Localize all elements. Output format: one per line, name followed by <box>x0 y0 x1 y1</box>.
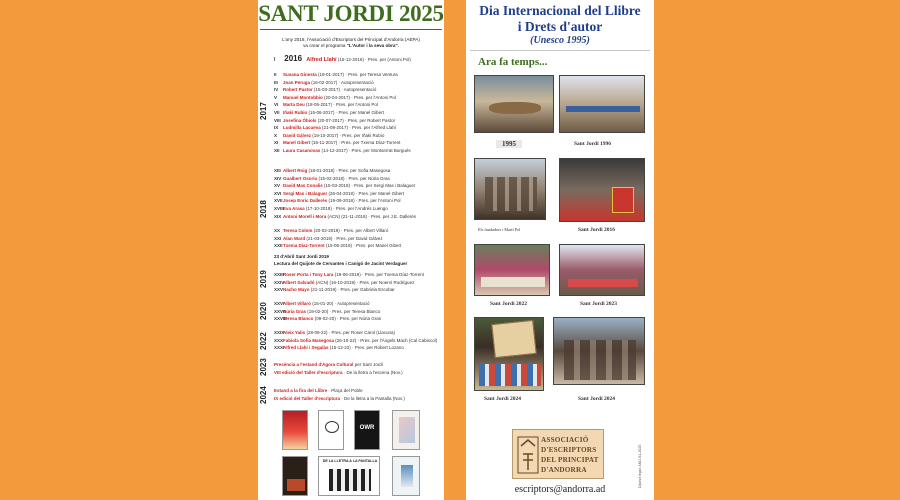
entry-author: Susana Ginesta <box>283 72 317 77</box>
entry-detail: · De la lletra a l'escena (Nov.) <box>343 369 403 375</box>
entry-detail: (15-05-2019) · Pres. per Manel Gibert <box>325 243 402 249</box>
program-entry <box>274 272 424 278</box>
caption-sant-jordi-1996: Sant Jordi 1996 <box>574 141 611 147</box>
entry-detail: (19-09-2018) · Pres. per l'Antoni Pol <box>328 198 401 204</box>
caption-sant-jordi-2016: Sant Jordi 2016 <box>578 227 615 233</box>
entry-detail: · De la lletra a la Pantalla (Nov.) <box>341 395 405 401</box>
program-entry <box>274 338 437 344</box>
entry-author: Alan Ward <box>283 235 306 241</box>
entry-detail: (19-10-2017) · Pres. per Iñaki Rubio <box>312 132 385 138</box>
entry-detail: (26-04-2018) · Pres. per Manel Gibert <box>328 190 404 196</box>
entry-detail: (28-09-22) · Pres. per Roser Carol (Llacuna) <box>306 330 395 335</box>
entry-number: II <box>274 72 277 77</box>
program-entry <box>274 243 401 249</box>
book-cover <box>318 456 380 496</box>
entry-detail: (15-06-2017) · Pres. per Manel Gibert <box>308 110 384 115</box>
program-entry <box>274 330 395 336</box>
year-label-2017: 2017 <box>259 102 268 120</box>
entry-author: Alfred Llahí <box>306 57 337 63</box>
entry-author: Iñaki Rubio <box>283 110 308 115</box>
entry-number: XIX <box>274 213 282 219</box>
entry-number: XVII <box>274 198 283 204</box>
entry-number: XVI <box>274 190 282 196</box>
entry-number: XXIX <box>274 330 285 335</box>
entry-author: Gualbert Osorio <box>283 175 318 181</box>
photo-sant-jordi-2022 <box>474 244 550 296</box>
entry-detail: (21-09-2017) · Pres. per l'Alfred Llahí <box>322 125 397 131</box>
book-cover <box>392 456 420 496</box>
year-label-2020: 2020 <box>259 302 268 320</box>
year-label-2018: 2018 <box>259 200 268 218</box>
program-entry <box>274 118 395 124</box>
program-entry <box>274 301 370 307</box>
legal-deposit: Dipòsit legal: AND-51-2025 <box>638 444 642 488</box>
entry-number: XXIV <box>274 279 285 285</box>
entry-detail: (21-11-2019) · Pres. per Gabriela Escobar <box>310 287 395 293</box>
entry-author: Núria Gras <box>283 308 307 314</box>
entry-number: XXXI <box>274 345 285 351</box>
entry-2016 <box>274 56 411 63</box>
entry-detail: (17-10-2018) · Pres. per l'Andrés Luengo <box>305 206 388 211</box>
entry-author: Aleix Yalis <box>283 330 306 335</box>
entry-detail: (19-02-20) · Pres. per Teresa Blanco <box>307 308 381 314</box>
entry-detail: (19-06-2019) · Pres. per Txema Díaz-Torrent <box>334 272 424 277</box>
photo-1995 <box>474 75 554 133</box>
entry-number: XXIII <box>274 272 284 277</box>
caption-founders: Els fundadors i Martí Pol <box>478 227 521 232</box>
program-entry <box>274 125 396 131</box>
entry-number: XXVI <box>274 301 285 306</box>
program-entry <box>274 345 404 351</box>
entry-number: XV <box>274 183 281 189</box>
entry-number: XXX <box>274 337 284 343</box>
title-divider <box>470 50 650 51</box>
entry-detail: (14-12-2017) · Pres. per Montserrat Burgués <box>321 148 411 153</box>
entry-author: David Mas Conalis <box>283 183 323 189</box>
caption-sant-jordi-2023: Sant Jordi 2023 <box>580 301 617 307</box>
entry-author: Josep Enric Dallerès <box>283 198 328 204</box>
entry-year: 2016 <box>284 54 303 63</box>
entry-detail: (15-03-2018) · Pres. per Sergi Mas i Balaguer <box>324 183 416 189</box>
entry-detail: (26-10-22) · Pres. per l'Àngels Mach (Cal Cabiscol) <box>335 337 438 343</box>
entry-detail: (20-04-2017) · Pres. per l'Antoni Pol <box>324 94 396 100</box>
book-covers <box>282 410 422 500</box>
photo-sant-jordi-2024-stand <box>474 317 544 391</box>
entry-detail: (20-02-2019) · Pres. per Albert Villaró <box>313 228 389 233</box>
entry-author: Alfred Llahí i Segalàs <box>283 345 329 351</box>
entry-number: VII <box>274 110 280 115</box>
entry-detail: (15-03-2017) · Autopresentació <box>314 87 377 93</box>
entry-number: XVIII <box>274 206 284 211</box>
entry-author: Manuel Montobbio <box>283 94 323 100</box>
program-entry <box>274 148 411 154</box>
program-entry <box>274 396 405 402</box>
logo-text <box>541 435 599 475</box>
program-entry <box>274 110 384 116</box>
photo-sant-jordi-2024-group <box>553 317 645 385</box>
year-label-2019: 2019 <box>259 270 268 288</box>
book-cover <box>392 410 420 450</box>
logo-line: ASSOCIACIÓ <box>541 436 589 444</box>
logo-mark-icon <box>517 436 539 474</box>
entry-detail: (18-05-2017) · Pres. per l'Antoni Pol <box>306 102 378 108</box>
entry-number: I <box>274 57 276 63</box>
entry-detail: (19-01-2017) · Pres. per Teresa Ventura <box>318 72 398 77</box>
program-entry <box>274 95 396 101</box>
photo-sant-jordi-2023 <box>559 244 645 296</box>
entry-number: VIII <box>274 117 281 123</box>
program-entry <box>274 183 415 189</box>
book-cover <box>282 410 308 450</box>
entry-number: VI <box>274 102 279 108</box>
note-2019-subtitle: Lectura del Quijote de Cervantes i Canigó de Jacint Verdaguer <box>274 261 408 266</box>
entry-author: VIII edició del Taller d'escriptura <box>274 369 343 375</box>
entry-author: Txema Díaz-Torrent <box>283 243 325 249</box>
entry-author: Albert Salvadó <box>283 279 315 285</box>
entry-detail: (15-12-2016) · Pres. per (Antoni Pol) <box>337 57 411 62</box>
program-entry <box>274 102 378 108</box>
entry-author: Robert Pastor <box>283 87 313 93</box>
page-title: SANT JORDI 2025 <box>258 1 444 26</box>
entry-detail: (ACN) (16-10-2019) · Pres. per Noemí Rodríguez <box>315 279 415 285</box>
entry-detail: per Sant Jordi <box>354 362 383 367</box>
entry-detail: (18-01-2018) · Pres. per Sofia Masegosa <box>308 168 391 173</box>
intro-program-name: "L'Autor i la seva obra". <box>346 43 399 49</box>
entry-number: XII <box>274 148 280 153</box>
entry-detail: (15-01-20) · Autopresentació <box>312 301 370 306</box>
entry-author: Teresa Blanco <box>283 316 314 322</box>
association-logo <box>512 429 604 479</box>
entry-author: Fabiola Sofia Masegosa <box>283 337 335 343</box>
program-entry <box>274 140 400 146</box>
entry-detail: (16-02-2017) · Autopresentació <box>311 79 374 85</box>
day-title <box>466 3 654 35</box>
entry-author: Manel Gibert <box>283 140 311 146</box>
entry-detail: (15-02-2018) · Pres. per Núria Gras <box>318 175 390 181</box>
entry-author: Teresa Colom <box>283 228 313 233</box>
entry-author: David Gálvez <box>283 132 312 138</box>
program-entry <box>274 191 404 197</box>
entry-detail: (20-07-2017) · Pres. per Robert Pastor <box>317 117 396 123</box>
history-heading: Ara fa temps... <box>478 56 548 68</box>
program-entry <box>274 388 363 394</box>
caption-sant-jordi-2024-b: Sant Jordi 2024 <box>578 396 615 402</box>
entry-number: XXVIII <box>274 316 287 322</box>
entry-author: Eva Arasa <box>283 206 305 211</box>
logo-line: DEL PRINCIPAT <box>541 456 599 464</box>
program-entry <box>274 80 374 86</box>
day-title-line-2: i Drets d'autor <box>517 19 603 34</box>
caption-sant-jordi-2022: Sant Jordi 2022 <box>490 301 527 307</box>
entry-author: Joan Peruga <box>283 79 311 85</box>
entry-number: XXVII <box>274 308 286 314</box>
entry-number: XXV <box>274 287 284 293</box>
entry-author: Josefina Óbiols <box>283 117 317 123</box>
photo-sant-jordi-2016 <box>559 158 645 222</box>
book-title: OWR <box>359 425 375 431</box>
program-entry <box>274 280 414 286</box>
logo-line: D'ESCRIPTORS <box>541 446 597 454</box>
entry-author: Laura Casanovas <box>283 148 321 153</box>
year-label-2024: 2024 <box>259 386 268 404</box>
program-entry <box>274 228 388 234</box>
entry-author: Sergi Mas i Balaguer <box>283 190 328 196</box>
year-label-2023: 2023 <box>259 358 268 376</box>
caption-1995: 1995 <box>496 140 522 148</box>
contact-email[interactable]: escriptors@andorra.ad <box>514 484 606 495</box>
program-entry <box>274 133 384 139</box>
program-entry <box>274 316 381 322</box>
entry-author: Roser Porta i Tony Lara <box>283 272 334 277</box>
entry-detail: · Plaça del Poble <box>328 388 363 393</box>
entry-author: Antoni Morell i Mora <box>283 213 327 219</box>
intro-line-1: L'any 2016, l'Associació d'Escriptors del Principat d'Andorra (AEPA) <box>282 37 420 42</box>
program-entry <box>274 236 383 242</box>
day-subtitle: (Unesco 1995) <box>530 35 590 46</box>
program-entry <box>274 176 390 182</box>
program-entry <box>274 206 388 212</box>
program-entry <box>274 87 376 93</box>
program-entry <box>274 168 390 174</box>
note-2019-title: 23 d'Abril Sant Jordi 2019 <box>274 254 329 259</box>
photo-founders <box>474 158 546 220</box>
entry-author: Nacho Mayo <box>283 287 310 293</box>
entry-number: XXI <box>274 235 282 241</box>
program-entry <box>274 287 395 293</box>
program-entry <box>274 72 398 78</box>
program-entry <box>274 362 383 368</box>
entry-detail: (21-03-2019) · Pres. per David Gálvez <box>306 235 383 241</box>
book-cover <box>318 410 344 450</box>
entry-author: Albert Villaró <box>283 301 311 306</box>
entry-number: XXII <box>274 243 283 249</box>
entry-detail: (ACN) (21-11-2018) · Pres. per J.E. Dallerès <box>327 213 416 219</box>
entry-number: V <box>274 94 278 100</box>
year-label-2022: 2022 <box>259 332 268 350</box>
entry-author: Albert Roig <box>283 168 308 173</box>
entry-number: IX <box>274 125 279 131</box>
photo-sant-jordi-1996 <box>559 75 645 133</box>
entry-number: III <box>274 79 278 85</box>
entry-number: IV <box>274 87 279 93</box>
history-panel <box>466 0 654 500</box>
book-cover <box>282 456 308 496</box>
entry-detail: (09-02-20) · Pres. per Núria Gras <box>314 316 381 322</box>
entry-author: Ludmilla Lacueva <box>283 125 321 131</box>
entry-author: Estand a la fira del Llibre <box>274 388 328 393</box>
entry-number: XI <box>274 140 279 146</box>
book-cover <box>354 410 380 450</box>
caption-sant-jordi-2024-a: Sant Jordi 2024 <box>484 396 521 402</box>
entry-author: Presència a l'estand d'Àgora Cultural <box>274 362 354 367</box>
entry-number: XIII <box>274 168 281 173</box>
entry-detail: (15-11-2017) · Pres. per Txema Díaz-Torrent <box>311 140 401 146</box>
program-entry <box>274 198 400 204</box>
program-entry <box>274 214 416 220</box>
intro-line-2: va crear el programa <box>303 43 346 49</box>
program-panel <box>258 0 444 500</box>
entry-number: X <box>274 132 278 138</box>
entry-number: XX <box>274 228 281 233</box>
book-title: DE LA LLETRA A LA PANTALLA <box>322 459 378 463</box>
entry-author: Marta Deu <box>283 102 305 108</box>
entry-author: IX edició del Taller d'escriptura <box>274 395 341 401</box>
entry-number: XIV <box>274 175 282 181</box>
day-title-line-1: Dia Internacional del Llibre <box>479 3 641 18</box>
program-entry <box>274 370 403 376</box>
logo-line: D'ANDORRA <box>541 466 587 474</box>
program-entry <box>274 309 380 315</box>
entry-detail: (15-12-22) · Pres. per Robert Lozano <box>329 345 404 351</box>
